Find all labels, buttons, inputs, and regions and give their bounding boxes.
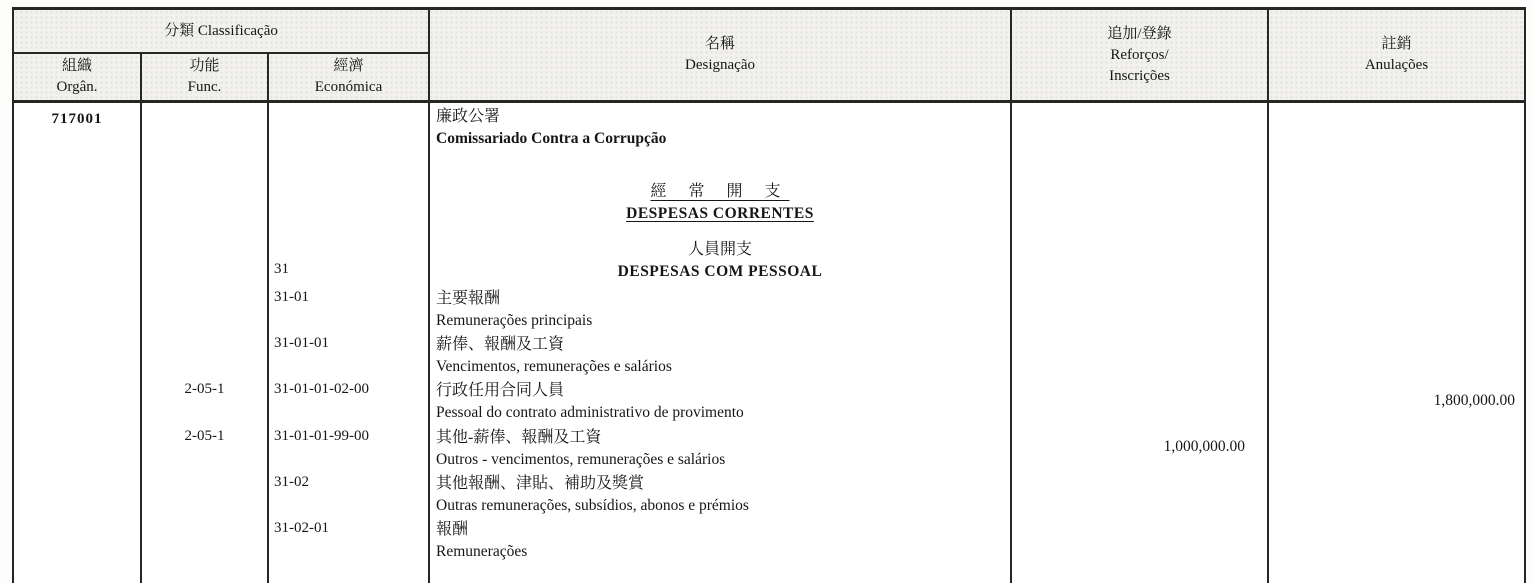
designation-pt: Pessoal do contrato administrativo de provimento — [436, 404, 744, 421]
org-code: 717001 — [51, 111, 103, 127]
organ-header-zh: 組織 — [61, 58, 92, 74]
designation-zh: 薪俸、報酬及工資 — [436, 336, 565, 353]
reinforcements-amount-cell — [1012, 516, 1269, 583]
func-code-cell — [142, 470, 269, 516]
cancellations-amount-cell — [1269, 516, 1524, 583]
func-code-cell — [142, 103, 269, 172]
designation-zh: 人員開支 — [687, 241, 752, 258]
econ-code: 31-01 — [274, 289, 309, 305]
table-body — [14, 103, 1524, 583]
econ-code-cell — [269, 285, 430, 331]
org-code-cell — [14, 172, 142, 232]
reinforcements-amount-cell — [1012, 424, 1269, 470]
function-column-header — [142, 54, 269, 100]
func-code: 2-05-1 — [184, 381, 225, 397]
function-header-pt: Func. — [187, 79, 222, 95]
cancellations-amount-cell — [1269, 232, 1524, 285]
cancellations-header-pt: Anulações — [1364, 57, 1429, 73]
table-row — [14, 424, 1524, 470]
reinforcements-header-zh: 追加/登錄 — [1107, 25, 1172, 42]
econ-code: 31-02-01 — [274, 520, 329, 536]
designation-header-zh: 名稱 — [704, 36, 735, 52]
table-row — [14, 103, 1524, 172]
org-code-cell — [14, 331, 142, 377]
econ-code-cell — [269, 470, 430, 516]
cancellations-header-zh: 註銷 — [1381, 36, 1412, 52]
designation-cell — [430, 103, 1012, 172]
cancellations-amount-cell — [1269, 172, 1524, 232]
economic-header-pt: Económica — [314, 79, 383, 95]
func-code-cell — [142, 424, 269, 470]
econ-code-cell — [269, 103, 430, 172]
designation-pt: Remunerações — [436, 543, 528, 560]
designation-zh: 報酬 — [436, 521, 469, 538]
designation-cell — [430, 424, 1012, 470]
table-row — [14, 470, 1524, 516]
econ-code-cell — [269, 331, 430, 377]
org-code-cell — [14, 424, 142, 470]
org-code-cell — [14, 377, 142, 424]
designation-pt: Outros - vencimentos, remunerações e salários — [436, 451, 726, 468]
reinforcements-header-pt1: Reforços/ — [1110, 46, 1169, 63]
table-row — [14, 232, 1524, 285]
org-code-cell — [14, 516, 142, 583]
designation-zh: 主要報酬 — [436, 290, 501, 307]
economic-column-header — [269, 54, 430, 100]
table-row — [14, 516, 1524, 583]
classification-group-label: 分類 Classificação — [164, 22, 278, 39]
designation-pt: DESPESAS CORRENTES — [626, 205, 814, 222]
designation-pt: Remunerações principais — [436, 312, 593, 329]
designation-cell — [430, 470, 1012, 516]
cancellations-amount-cell — [1269, 285, 1524, 331]
table-row — [14, 172, 1524, 232]
cancellations-amount-cell — [1269, 377, 1524, 424]
econ-code: 31-01-01-02-00 — [274, 381, 369, 397]
designation-cell — [430, 331, 1012, 377]
org-code-cell — [14, 103, 142, 172]
designation-cell — [430, 172, 1012, 232]
reinforcements-amount-cell — [1012, 377, 1269, 424]
organ-column-header — [14, 54, 142, 100]
designation-pt: Vencimentos, remunerações e salários — [436, 358, 672, 375]
table-row — [14, 331, 1524, 377]
reinforcements-amount-cell — [1012, 172, 1269, 232]
econ-code: 31-01-01-99-00 — [274, 428, 369, 444]
func-code-cell — [142, 331, 269, 377]
reinforcements-header-pt2: Inscrições — [1109, 67, 1170, 84]
cancellations-amount-cell — [1269, 470, 1524, 516]
designation-zh: 其他報酬、津貼、補助及獎賞 — [436, 475, 645, 492]
econ-code-cell — [269, 516, 430, 583]
reinforcements-amount-cell — [1012, 331, 1269, 377]
designation-zh: 其他-薪俸、報酬及工資 — [436, 429, 602, 446]
table-row — [14, 285, 1524, 331]
designation-pt: Outras remunerações, subsídios, abonos e prémios — [436, 497, 749, 514]
reinforcements-amount-cell — [1012, 232, 1269, 285]
org-code-cell — [14, 470, 142, 516]
reinforcements-column-header — [1012, 10, 1269, 100]
cancellations-amount-cell — [1269, 103, 1524, 172]
func-code-cell — [142, 285, 269, 331]
budget-table — [12, 7, 1526, 583]
designation-zh: 廉政公署 — [436, 108, 501, 125]
reinforcements-amount-cell — [1012, 285, 1269, 331]
designation-zh: 行政任用合同人員 — [436, 382, 565, 399]
econ-code-cell — [269, 232, 430, 285]
func-code: 2-05-1 — [184, 428, 225, 444]
classification-group-header — [14, 10, 430, 54]
cancellations-amount-cell — [1269, 424, 1524, 470]
organ-header-pt: Orgân. — [56, 79, 98, 95]
reinforcements-amount-cell — [1012, 470, 1269, 516]
cancellations-column-header — [1269, 10, 1524, 100]
cancellations-amount-cell — [1269, 331, 1524, 377]
designation-zh: 經 常 開 支 — [650, 183, 790, 200]
designation-header-pt: Designação — [685, 57, 755, 73]
func-code-cell — [142, 232, 269, 285]
func-code-cell — [142, 377, 269, 424]
designation-cell — [430, 285, 1012, 331]
designation-cell — [430, 516, 1012, 583]
econ-code-cell — [269, 172, 430, 232]
function-header-zh: 功能 — [189, 58, 220, 74]
econ-code: 31 — [274, 261, 289, 277]
econ-code: 31-02 — [274, 474, 309, 490]
org-code-cell — [14, 285, 142, 331]
econ-code: 31-01-01 — [274, 335, 329, 351]
designation-cell — [430, 232, 1012, 285]
table-header — [14, 10, 1524, 103]
designation-pt: Comissariado Contra a Corrupção — [436, 130, 667, 147]
cancellation-amount: 1,800,000.00 — [1433, 391, 1515, 409]
func-code-cell — [142, 172, 269, 232]
designation-cell — [430, 377, 1012, 424]
org-code-cell — [14, 232, 142, 285]
reinforcement-amount: 1,000,000.00 — [1163, 438, 1245, 455]
economic-header-zh: 經濟 — [333, 58, 364, 74]
econ-code-cell — [269, 377, 430, 424]
reinforcements-amount-cell — [1012, 103, 1269, 172]
table-row — [14, 377, 1524, 424]
econ-code-cell — [269, 424, 430, 470]
designation-pt: DESPESAS COM PESSOAL — [617, 263, 823, 280]
designation-column-header — [430, 10, 1012, 100]
func-code-cell — [142, 516, 269, 583]
